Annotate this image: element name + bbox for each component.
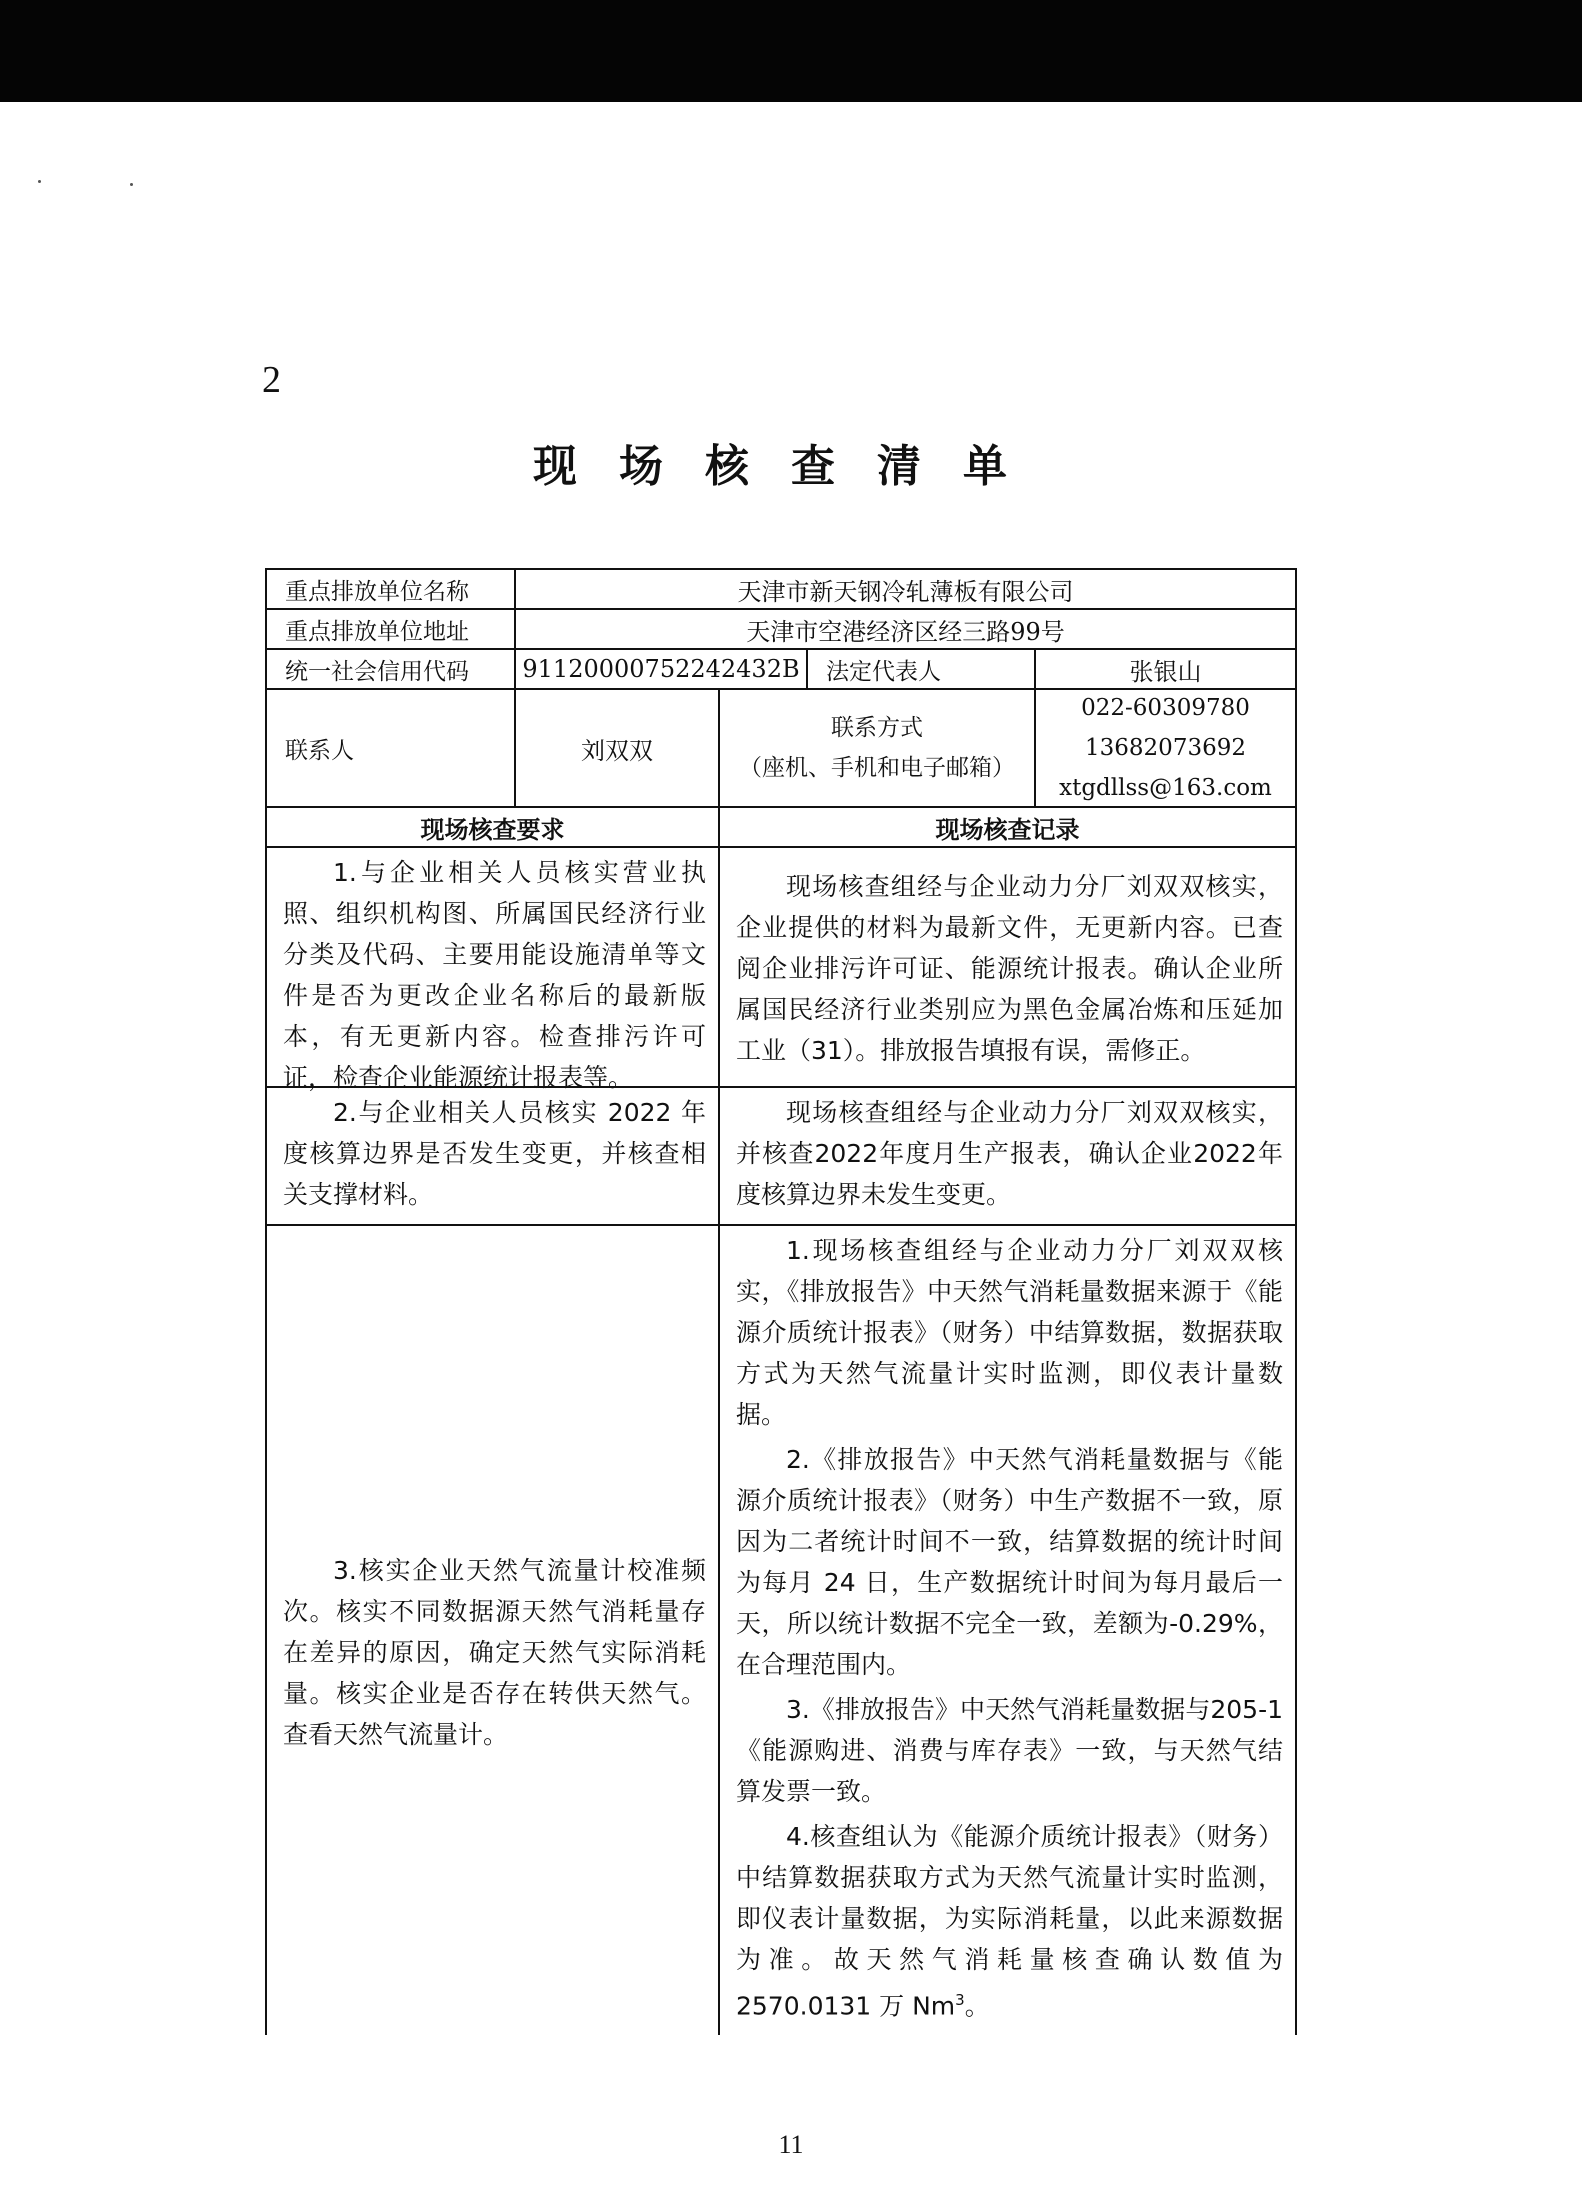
record-item-2: 2.《排放报告》中天然气消耗量数据与《能源介质统计报表》（财务）中生产数据不一致，原因为二者统计时间不一致，结算数据的统计时间为每月 24 日，生产数据统计时间为每月最后一天，所以统计数据不完全一致，差额为-0.29%，在合理范围内。 [736, 1445, 1283, 1679]
contact-person-label: 联系人 [265, 688, 516, 808]
document-title: 现场核查清单 [533, 441, 1049, 492]
record-text-2: 现场核查组经与企业动力分厂刘双双核实，并核查2022年度月生产报表，确认企业2022年度核算边界未发生变更。 [736, 1098, 1283, 1209]
legal-rep-label: 法定代表人 [806, 648, 1036, 690]
contact-details [1034, 688, 1297, 808]
contact-method-note: （座机、手机和电子邮箱） [739, 755, 1015, 781]
record-item-5 [720, 2026, 1295, 2035]
unit-name-value: 天津市新天钢冷轧薄板有限公司 [514, 568, 1297, 610]
email-address: xtgdllss@163.com [1059, 775, 1272, 801]
contact-method-title: 联系方式 [831, 715, 923, 741]
unit-address-label: 重点排放单位地址 [265, 608, 516, 650]
record-text-1: 现场核查组经与企业动力分厂刘双双核实，企业提供的材料为最新文件，无更新内容。已查阅企业排污许可证、能源统计报表。确认企业所属国民经济行业类别应为黑色金属冶炼和压延加工业（31）。排放报告填报有误，需修正。 [736, 872, 1283, 1065]
record-cell-2 [718, 1086, 1297, 1226]
requirement-cell-1 [265, 846, 720, 1092]
requirement-text-3: 3.核实企业天然气流量计校准频次。核实不同数据源天然气消耗量存在差异的原因，确定天然气实际消耗量。核实企业是否存在转供天然气。查看天然气流量计。 [283, 1556, 706, 1749]
legal-rep-value: 张银山 [1034, 648, 1297, 690]
record-cell-3 [718, 1224, 1297, 2035]
record-header: 现场核查记录 [718, 806, 1297, 848]
contact-person-value: 刘双双 [514, 688, 720, 808]
requirement-text-1: 1.与企业相关人员核实营业执照、组织机构图、所属国民经济行业分类及代码、主要用能设施清单等文件是否为更改企业名称后的最新版本，有无更新内容。检查排污许可证，检查企业能源统计报表等。 [283, 858, 706, 1092]
scan-speck [38, 180, 41, 183]
section-number: 2 [262, 359, 281, 401]
unit-suffix: 。 [964, 1991, 990, 2021]
contact-method-label [718, 688, 1036, 808]
credit-code-value: 91120000752242432B [514, 648, 808, 690]
record-item-4 [720, 1812, 1295, 2026]
unit-superscript: 3 [955, 1991, 965, 2009]
credit-code-label: 统一社会信用代码 [265, 648, 516, 690]
record-item-4-text: 4.核查组认为《能源介质统计报表》（财务）中结算数据获取方式为天然气流量计实时监测，即仪表计量数据，为实际消耗量，以此来源数据为准。故天然气消耗量核查确认数值为 2570.0131 万 Nm [736, 1822, 1283, 2021]
requirement-header: 现场核查要求 [265, 806, 720, 848]
unit-address-value: 天津市空港经济区经三路99号 [514, 608, 1297, 650]
requirement-cell-2 [265, 1086, 720, 1226]
requirement-cell-3 [265, 1224, 720, 2035]
unit-name-label: 重点排放单位名称 [265, 568, 516, 610]
phone-landline: 022-60309780 [1081, 695, 1250, 721]
requirement-text-2: 2.与企业相关人员核实 2022 年度核算边界是否发生变更，并核查相关支撑材料。 [283, 1098, 706, 1209]
record-item-1: 1.现场核查组经与企业动力分厂刘双双核实，《排放报告》中天然气消耗量数据来源于《能源介质统计报表》（财务）中结算数据，数据获取方式为天然气流量计实时监测，即仪表计量数据。 [736, 1236, 1283, 1429]
checklist-table [238, 568, 1297, 2035]
record-item-3: 3.《排放报告》中天然气消耗量数据与205-1《能源购进、消费与库存表》一致，与天然气结算发票一致。 [736, 1695, 1283, 1806]
scan-speck [130, 183, 133, 186]
record-cell-1 [718, 846, 1297, 1088]
page-number: 11 [778, 2130, 804, 2159]
scan-top-border [0, 0, 1582, 102]
phone-mobile: 13682073692 [1085, 735, 1246, 761]
